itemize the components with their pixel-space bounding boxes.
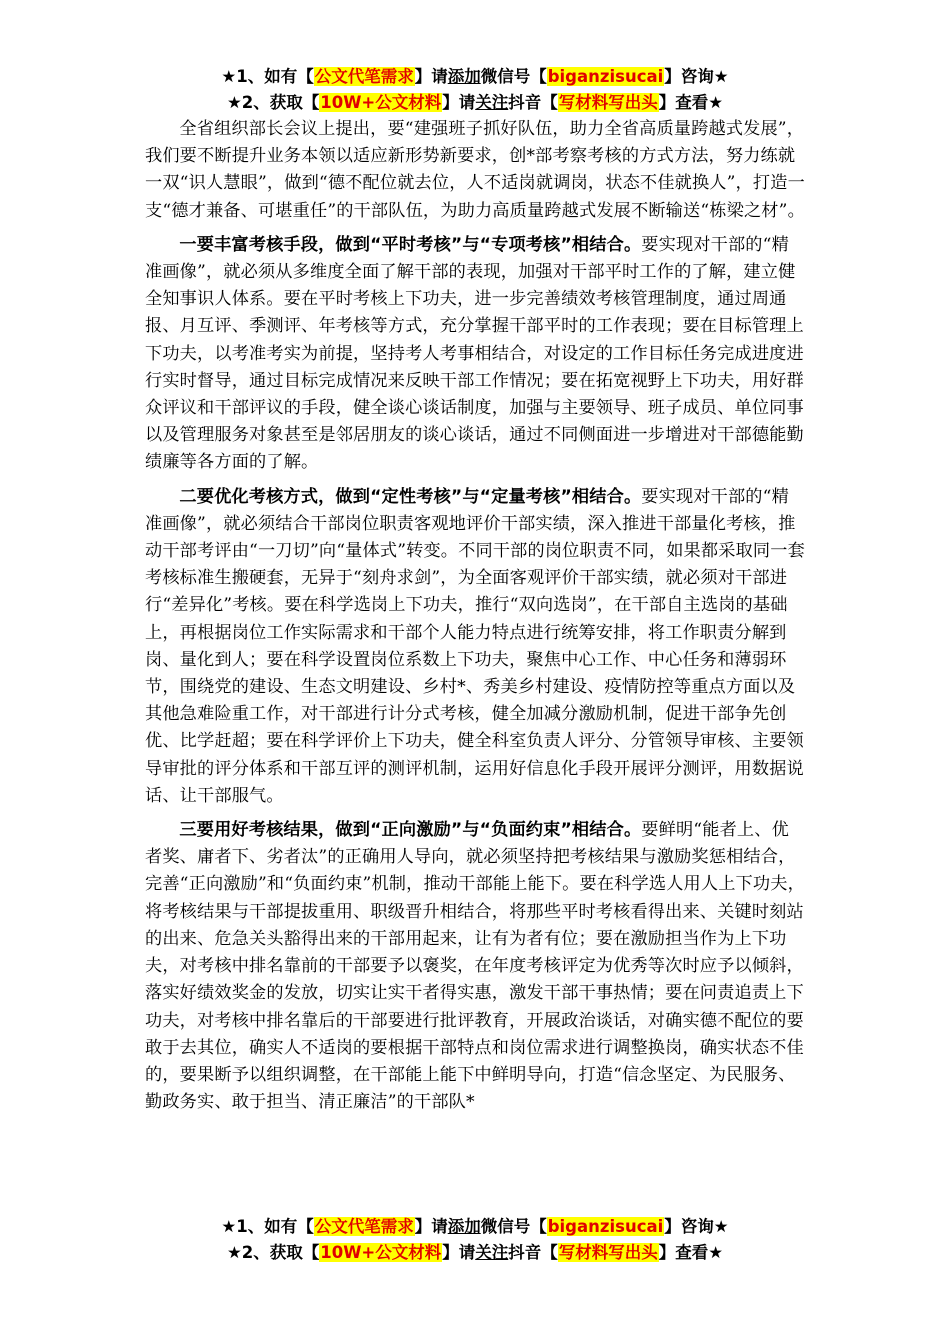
section-text: 要实现对干部的“精准画像”，就必须结合干部岗位职责客观地评价干部实绩，深入推进干部量化考核，推动干部考评由“一刀切”向“量体式”转变。不同干部的岗位职责不同，如果都采取同一套考核标准生搬硬套，无异于“刻舟求剑”，为全面客观评价干部实绩，就必须对干部进行“差异化”考核。要在科学选岗上下功夫，推行“双向选岗”，在干部自主选岗的基础上，再根据岗位工作实际需求和干部个人能力特点进行统筹安排，将工作职责分解到岗、量化到人；要在科学设置岗位系数上下功夫，聚焦中心工作、中心任务和薄弱环节，围绕党的建设、生态文明建设、乡村*、秀美乡村建设、疫情防控等重点方面以及其他急难险重工作，对干部进行计分式考核，健全加减分激励机制，促进干部争先创优、比学赶超；要在科学评价上下功夫，健全科室负责人评分、分管领导审核、主要领导审批的评分体系和干部互评的测评机制，运用好信息化手段开展评分测评，用数据说话、让干部服气。 xyxy=(145,486,805,806)
highlight-douyin: 写材料写出头 xyxy=(558,1243,658,1262)
banner-text: 】请 xyxy=(414,67,448,86)
banner-text: 】咨询★ xyxy=(664,1217,729,1236)
highlight-materials: 10W+公文材料 xyxy=(320,93,442,112)
highlight-materials: 10W+公文材料 xyxy=(320,1243,442,1262)
highlight-douyin: 写材料写出头 xyxy=(558,93,658,112)
section-text: 要鲜明“能者上、优者奖、庸者下、劣者汰”的正确用人导向，就必须坚持把考核结果与激励奖惩相结合，完善“正向激励”和“负面约束”机制，推动干部能上能下。要在科学选人用人上下功夫，将考核结果与干部提拔重用、职级晋升相结合，将那些平时考核看得出来、关键时刻站的出来、危急关头豁得出来的干部用起来，让有为者有位；要在激励担当作为上下功夫，对考核中排名靠前的干部要予以褒奖，在年度考核评定为优秀等次时应予以倾斜，落实好绩效奖金的发放，切实让实干者得实惠，激发干部干事热情；要在问责追责上下功夫，对考核中排名靠后的干部要进行批评教育，开展政治谈话，对确实德不配位的要敢于去其位，确实人不适岗的要根据干部特点和岗位需求进行调整换岗，确实状态不佳的，要果断予以组织调整，在干部能上能下中鲜明导向，打造“信念坚定、为民服务、勤政务实、敢于担当、清正廉洁”的干部队* xyxy=(145,820,805,1113)
intro-paragraph: 全省组织部长会议上提出，要“建强班子抓好队伍，助力全省高质量跨越式发展”，我们要不断提升业务本领以适应新形势新要求，创*部考察考核的方式方法，努力练就一双“识人慧眼”，做到“德不配位就去位，人不适岗就调岗，状态不佳就换人”，打造一支“德才兼备、可堪重任”的干部队伍，为助力高质量跨越式发展不断输送“栋梁之材”。 xyxy=(145,119,805,221)
banner-text: 抖音【 xyxy=(508,93,558,112)
banner-text: 】咨询★ xyxy=(664,67,729,86)
underlined-text: 关注 xyxy=(475,1243,509,1262)
section-paragraph-1 xyxy=(145,232,805,477)
banner-text: 】查看★ xyxy=(658,93,724,112)
section-text: 要实现对干部的“精准画像”，就必须从多维度全面了解干部的表现，加强对干部平时工作的了解，建立健全知事识人体系。要在平时考核上下功夫，进一步完善绩效考核管理制度，通过周通报、月互评、季测评、年考核等方式，充分掌握干部平时的工作表现；要在目标管理上下功夫，以考准考实为前提，坚持考人考事相结合，对设定的工作目标任务完成进度进行实时督导，通过目标完成情况来反映干部工作情况；要在拓宽视野上下功夫，用好群众评议和干部评议的手段，健全谈心谈话制度，加强与主要领导、班子成员、单位同事以及管理服务对象甚至是邻居朋友的谈心谈话，通过不同侧面进一步增进对干部德能勤绩廉等各方面的了解。 xyxy=(145,234,804,473)
highlight-service: 公文代笔需求 xyxy=(314,1217,414,1236)
banner-text: ★1、如有【 xyxy=(221,1217,314,1236)
banner-text: 】查看★ xyxy=(658,1243,724,1262)
header-banner xyxy=(145,64,805,116)
banner-line-1 xyxy=(145,1214,805,1240)
highlight-service: 公文代笔需求 xyxy=(314,67,414,86)
banner-line-2 xyxy=(145,1240,805,1266)
banner-text: 】请 xyxy=(442,93,476,112)
highlight-wechat-id: biganzisucai xyxy=(547,67,664,86)
banner-text: 微信号【 xyxy=(480,1217,547,1236)
banner-text: 微信号【 xyxy=(480,67,547,86)
document-page xyxy=(145,64,805,1116)
banner-line-2 xyxy=(145,90,805,116)
section-heading: 二要优化考核方式，做到“定性考核”与“定量考核”相结合。 xyxy=(179,486,642,507)
section-paragraph-3 xyxy=(145,817,805,1116)
banner-text: 】请 xyxy=(442,1243,476,1262)
banner-text: ★1、如有【 xyxy=(221,67,314,86)
underlined-text: 添加 xyxy=(447,67,481,86)
banner-text: ★2、获取【 xyxy=(226,93,320,112)
section-heading: 三要用好考核结果，做到“正向激励”与“负面约束”相结合。 xyxy=(179,820,642,841)
highlight-wechat-id: biganzisucai xyxy=(547,1217,664,1236)
section-paragraph-2 xyxy=(145,484,805,810)
banner-line-1 xyxy=(145,64,805,90)
banner-text: 】请 xyxy=(414,1217,448,1236)
banner-text: ★2、获取【 xyxy=(226,1243,320,1262)
banner-text: 抖音【 xyxy=(508,1243,558,1262)
underlined-text: 添加 xyxy=(447,1217,481,1236)
underlined-text: 关注 xyxy=(475,93,509,112)
section-heading: 一要丰富考核手段，做到“平时考核”与“专项考核”相结合。 xyxy=(179,234,642,255)
footer-banner xyxy=(145,1214,805,1266)
